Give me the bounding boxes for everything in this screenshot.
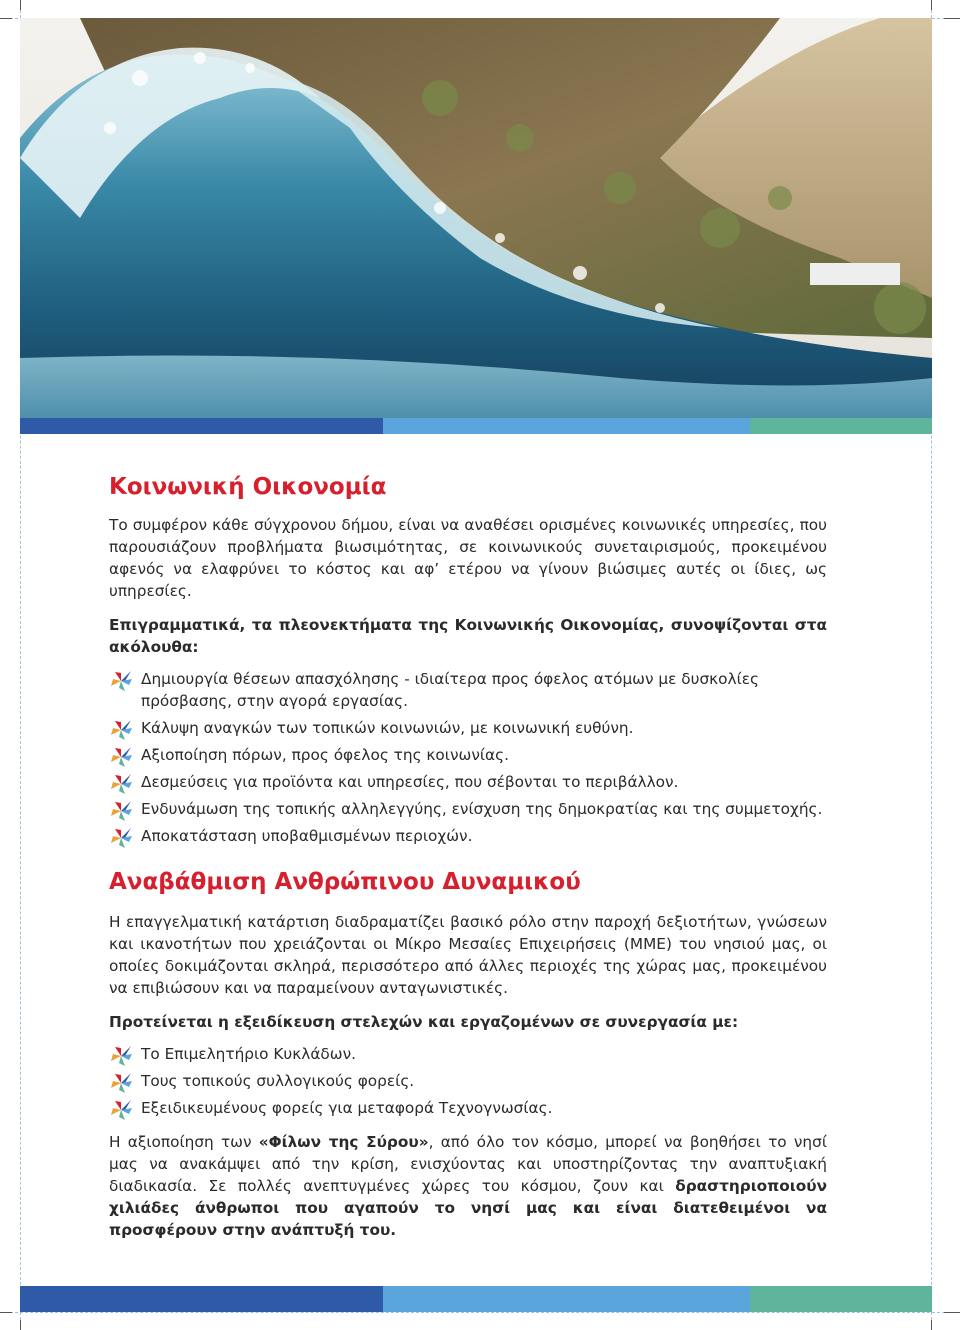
list-item: Ενδυνάμωση της τοπικής αλληλεγγύης, ενίσχυση της δημοκρατίας και της συμμετοχής. <box>109 798 827 820</box>
list-item: Κάλυψη αναγκών των τοπικών κοινωνιών, με κοινωνική ευθύνη. <box>109 717 827 739</box>
crop-guide-bottom <box>0 1312 960 1313</box>
crop-tick <box>20 1320 21 1330</box>
stripe-blue <box>20 418 383 434</box>
wave-photo <box>20 18 932 418</box>
human-resources-lead: Προτείνεται η εξειδίκευση στελεχών και εργαζομένων σε συνεργασία με: <box>109 1013 739 1031</box>
crop-tick <box>0 1312 12 1313</box>
list-item: Το Επιμελητήριο Κυκλάδων. <box>109 1043 827 1065</box>
color-stripe-bottom <box>20 1286 932 1312</box>
list-item: Αξιοποίηση πόρων, προς όφελος της κοινωνίας. <box>109 744 827 766</box>
human-resources-intro: Η επαγγελματική κατάρτιση διαδραματίζει βασικό ρόλο στην παροχή δεξιοτήτων, γνώσεων και ικανοτήτων που χρειάζονται οι Μίκρο Μεσαίες Επιχειρήσεις (ΜΜΕ) του νησιού μας, οι οποίες δοκιμάζονται σκληρά, περισσότερο από άλλες περιοχές της χώρας μας, προκειμένου να επιβιώσουν και να παραμείνουν ανταγωνιστικές. <box>109 913 827 997</box>
stripe-green <box>750 1286 932 1312</box>
crop-tick <box>20 0 21 10</box>
color-stripe-top <box>20 418 932 434</box>
stripe-light-blue <box>383 1286 750 1312</box>
star-bullet-icon <box>109 800 133 822</box>
stripe-light-blue <box>383 418 750 434</box>
stripe-green <box>750 418 932 434</box>
crop-tick <box>944 1312 960 1313</box>
crop-tick <box>931 0 932 10</box>
cooperation-partners-list <box>109 1043 827 1119</box>
star-bullet-icon <box>109 827 133 849</box>
list-item: Τους τοπικούς συλλογικούς φορείς. <box>109 1070 827 1092</box>
star-bullet-icon <box>109 746 133 768</box>
section-title-social-economy: Κοινωνική Οικονομία <box>109 474 387 500</box>
star-bullet-icon <box>109 1045 133 1067</box>
friends-of-syros-paragraph: Η αξιοποίηση των «Φίλων της Σύρου», από όλο τον κόσμο, μπορεί να βοηθήσει το νησί μας να ανακάμψει από την κρίση, ενισχύοντας και υποστηρίζοντας την αναπτυξιακή διαδικασία. Σε πολλές ανεπτυγμένες χώρες του κόσμου, ζουν και δραστηριοποιούν χιλιάδες άνθρωποι που αγαπούν το νησί μας και είναι διατεθειμένοι να προσφέρουν στην ανάπτυξή του. <box>109 1133 827 1239</box>
star-bullet-icon <box>109 1072 133 1094</box>
section-title-human-resources: Αναβάθμιση Ανθρώπινου Δυναμικού <box>109 869 581 895</box>
star-bullet-icon <box>109 670 133 692</box>
main-content <box>109 474 827 1241</box>
list-item: Δημιουργία θέσεων απασχόλησης - ιδιαίτερα προς όφελος ατόμων με δυσκολίες πρόσβασης, στην αγορά εργασίας. <box>109 668 827 712</box>
crop-tick <box>944 18 960 19</box>
list-item: Αποκατάσταση υποβαθμισμένων περιοχών. <box>109 825 827 847</box>
star-bullet-icon <box>109 773 133 795</box>
crop-tick <box>0 18 12 19</box>
crop-tick <box>931 1320 932 1330</box>
star-bullet-icon <box>109 1099 133 1121</box>
list-item: Εξειδικευμένους φορείς για μεταφορά Τεχνογνωσίας. <box>109 1097 827 1119</box>
social-economy-benefits-list <box>109 668 827 847</box>
list-item: Δεσμεύσεις για προϊόντα και υπηρεσίες, που σέβονται το περιβάλλον. <box>109 771 827 793</box>
social-economy-intro: Το συμφέρον κάθε σύγχρονου δήμου, είναι να αναθέσει ορισμένες κοινωνικές υπηρεσίες, που παρουσιάζουν προβλήματα βιωσιμότητας, σε κοινωνικούς συνεταιρισμούς, προκειμένου αφενός να ελαφρύνει το κόστος και αφ’ ετέρου να γίνουν βιώσιμες αυτές οι ίδιες, ως υπηρεσίες. <box>109 516 827 600</box>
stripe-blue <box>20 1286 383 1312</box>
social-economy-lead: Επιγραμματικά, τα πλεονεκτήματα της Κοινωνικής Οικονομίας, συνοψίζονται στα ακόλουθα: <box>109 616 827 656</box>
star-bullet-icon <box>109 719 133 741</box>
